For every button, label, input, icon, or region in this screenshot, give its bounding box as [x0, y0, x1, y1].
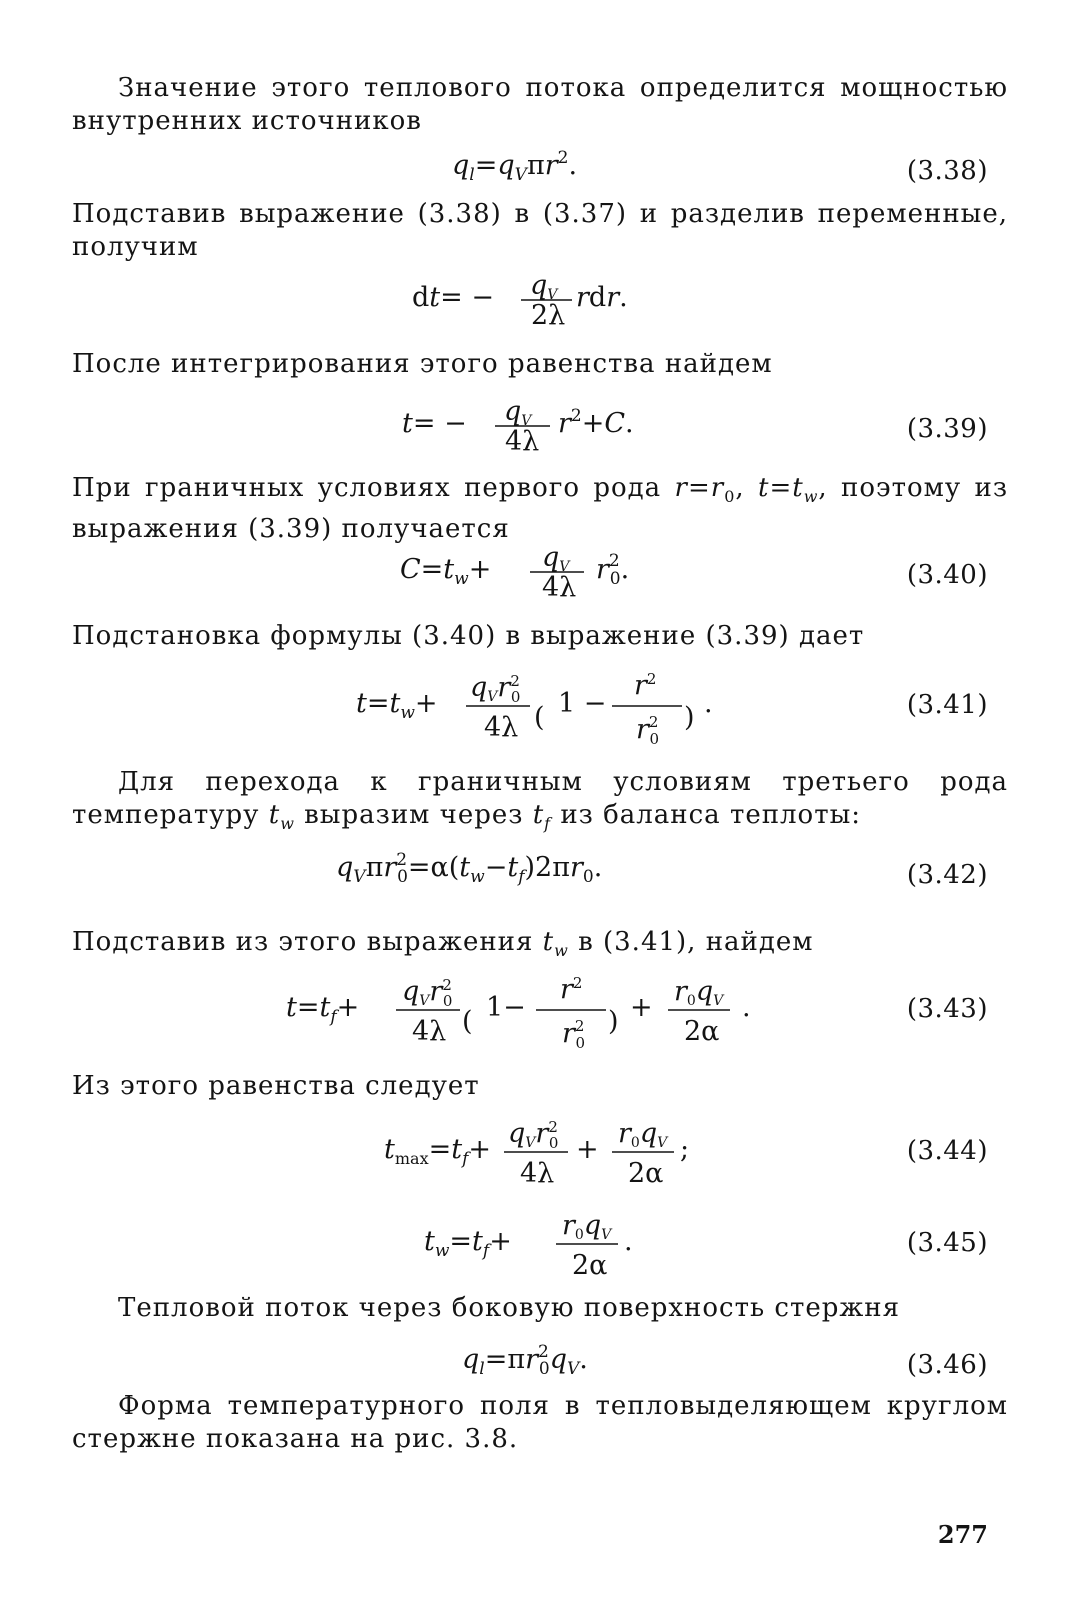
paragraph-7: Подставив из этого выражения $t_w$ в (3.41), найдем [72, 927, 814, 961]
svg-text:rdr.: rdr. [576, 282, 628, 313]
svg-text:dt= −: dt= − [412, 282, 494, 313]
equation-number: (3.40) [906, 560, 988, 590]
svg-text:2α: 2α [572, 1250, 608, 1281]
svg-text:ql=qVπr2.: $q_l=q_V\pi r^2$. [452, 148, 578, 185]
svg-text:qV: qV [530, 270, 558, 303]
svg-text:qV: qV [504, 396, 532, 429]
svg-text:r2: $r^2$ [634, 670, 657, 701]
equation-3-39 [0, 396, 1084, 460]
svg-text:r20: $r^2$ 0 [636, 713, 660, 748]
svg-text:1 −: 1 − [558, 688, 607, 719]
equation-number: (3.45) [906, 1228, 988, 1258]
svg-text:r0qV: r0qV [618, 1118, 668, 1151]
svg-text:tmax=tf+: $t_{max}=t_f+$ [384, 1134, 491, 1169]
equation-number: (3.38) [906, 156, 988, 186]
equation-number: (3.39) [906, 414, 988, 444]
equation-3-42 [0, 846, 1084, 906]
paragraph-5 [72, 620, 1008, 653]
equation-number: (3.41) [906, 690, 988, 720]
svg-text:.: . [624, 1226, 633, 1257]
paragraph-4: При граничных условиях первого рода $r=r_0$, $t=t_w$, поэтому из выражения (3.39) получается [72, 473, 1008, 545]
svg-text:t= −: t= − [402, 408, 467, 439]
svg-text:;: ; [680, 1134, 690, 1165]
paragraph-1-text: Значение этого теплового потока определится мощностью внутренних источников [72, 73, 1008, 136]
svg-text:+: + [576, 1134, 599, 1165]
svg-text:1−: 1− [486, 992, 526, 1023]
paragraph-9 [72, 1292, 1008, 1325]
equation-3-40 [0, 542, 1084, 606]
page-number: 277 [937, 1520, 988, 1549]
paragraph-10 [72, 1390, 1008, 1456]
equation-number: (3.44) [906, 1136, 988, 1166]
svg-text:C=tw+: $C=t_w+$ [400, 554, 492, 589]
svg-text:2α: 2α [684, 1016, 720, 1047]
svg-text:qVr20: qVr$^2$ 0 [508, 1118, 559, 1152]
svg-text:r20.: $r^2$ 0. [596, 551, 630, 589]
svg-text:4λ: 4λ [520, 1158, 555, 1189]
svg-text:r0qV: r0qV [674, 976, 724, 1009]
equation-3-45 [0, 1206, 1084, 1281]
svg-text:.: . [742, 992, 751, 1023]
svg-text:qV: qV [542, 542, 570, 575]
equation-number: (3.42) [906, 860, 988, 890]
paragraph-1 [72, 72, 1008, 138]
svg-text:r0qV: r0qV [562, 1210, 612, 1243]
svg-text:t=tw+: $t=t_w+$ [356, 688, 438, 723]
svg-text:4λ: 4λ [542, 572, 577, 603]
equation-dt-formula [0, 270, 1084, 344]
equation-3-43 [0, 968, 1084, 1052]
svg-text:r20: $r^2$ 0 [562, 1017, 586, 1052]
svg-text:(: ( [534, 702, 545, 733]
paragraph-2 [72, 198, 1008, 264]
svg-text:): ) [608, 1006, 619, 1037]
paragraph-3 [72, 348, 1008, 381]
svg-text:tw=tf+: $t_w=t_f+$ [424, 1226, 512, 1261]
svg-text:(: ( [462, 1006, 473, 1037]
svg-text:ql=πr20qV.: $q_l=\pi r^2$ $0q_V$. [462, 1342, 588, 1379]
svg-text:): ) [684, 702, 695, 733]
svg-text:qVr20: qVr$^2$ 0 [470, 672, 521, 706]
svg-text:qVr20: qVr$^2$ 0 [402, 976, 453, 1010]
svg-text:2α: 2α [628, 1158, 664, 1189]
equation-number: (3.46) [906, 1350, 988, 1380]
svg-text:r2: $r^2$ [560, 974, 583, 1005]
svg-text:4λ: 4λ [505, 426, 540, 457]
svg-text:2λ: 2λ [531, 300, 566, 331]
svg-text:4λ: 4λ [412, 1016, 447, 1047]
equation-number: (3.43) [906, 994, 988, 1024]
paragraph-10-text: Форма температурного поля в тепловыделяющем круглом стержне показана на рис. 3.8. [72, 1391, 1008, 1454]
paragraph-9-text: Тепловой поток через боковую поверхность стержня [118, 1293, 901, 1323]
paragraph-6: Для перехода к граничным условиям третьего рода температуру $t_w$ выразим через $t_f$ из баланса теплоты: [72, 767, 1008, 834]
equation-3-44 [0, 1112, 1084, 1189]
paragraph-8-text: Из этого равенства следует [72, 1071, 480, 1101]
svg-text:t=tf+: $t=t_f+$ [286, 992, 360, 1027]
svg-text:4λ: 4λ [484, 712, 519, 743]
equation-3-46 [0, 1336, 1084, 1396]
svg-text:.: . [704, 688, 713, 719]
paragraph-5-text: Подстановка формулы (3.40) в выражение (3.39) дает [72, 621, 865, 651]
paragraph-8 [72, 1070, 1008, 1103]
equation-3-38 [0, 142, 1084, 202]
paragraph-3-text: После интегрирования этого равенства найдем [72, 349, 773, 379]
svg-text:+: + [630, 992, 653, 1023]
equation-3-41 [0, 664, 1084, 748]
svg-text:qVπr20=α(tw−tf)2πr0.: $q_V\pi r^2$ $0=\alpha(t_w-t_f)2\pi r_0$. [336, 850, 603, 887]
equation-dt [0, 270, 1084, 334]
svg-text:r2+C.: $r^2+C$. [558, 406, 634, 439]
paragraph-2-text: Подставив выражение (3.38) в (3.37) и разделив переменные, получим [72, 199, 1008, 262]
